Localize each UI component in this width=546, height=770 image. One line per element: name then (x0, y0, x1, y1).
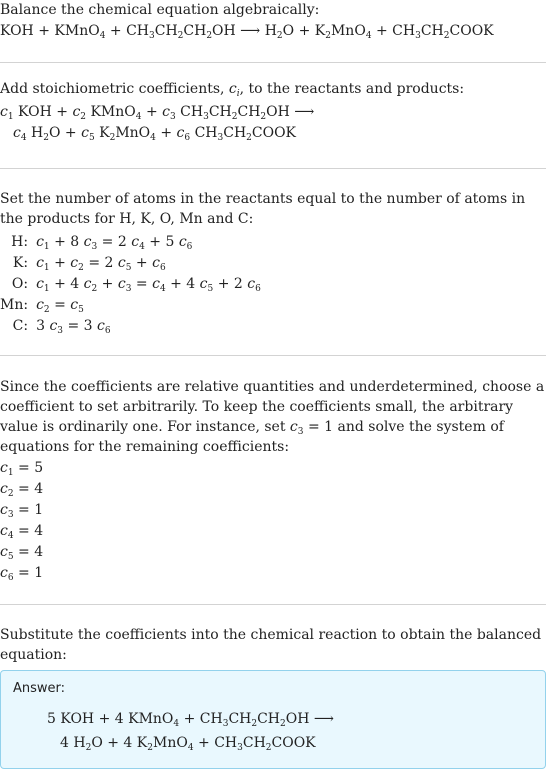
coefficient-value: $c_3 = 1$ (0, 502, 44, 520)
coefficient-value: $c_4 = 4$ (0, 523, 44, 541)
atom-equation-row (0, 315, 261, 336)
divider (0, 604, 546, 605)
atom-equation-system (0, 231, 261, 336)
coefficient-value: $c_6 = 1$ (0, 565, 44, 583)
atom-equation: 3 $c_3 = 3$ $c_6$ (36, 317, 111, 336)
atom-label: H: (11, 233, 29, 250)
atom-label: K: (12, 254, 29, 271)
atom-equation: $c_2 = c_5$ (36, 296, 84, 315)
section-problem (0, 0, 546, 42)
balanced-equation-line-1: 5 KOH + 4 KMnO$_4$ + $CH_3CH_2CH_2OH$ ⟶ (47, 711, 334, 729)
answer-label: Answer: (13, 681, 66, 696)
solve-intro: Since the coefficients are relative quantities and underdetermined, choose a coefficient to set arbitrarily. To keep the coefficients small, the arbitrary value is ordinarily one. For instance, set $c_3 = 1$ and solve the system of equations for the remaining coefficients: (0, 379, 545, 455)
atom-label: Mn: (0, 296, 29, 313)
section-substitute (0, 625, 546, 665)
coefficient-value: $c_5 = 4$ (0, 544, 44, 562)
divider (0, 355, 546, 356)
atom-label: O: (11, 275, 29, 292)
atom-equation-row (0, 231, 261, 252)
atom-equation-row (0, 273, 261, 294)
atom-equation: $c_1 + c_2 = 2$ $c_5 + c_6$ (36, 254, 166, 273)
section-coefficients (0, 79, 546, 144)
unbalanced-equation: KOH + KMnO$_4$ + $CH_3CH_2CH_2OH$ ⟶ $H_2O + K_2MnO_4$ + $CH_3CH_2COOK$ (0, 23, 494, 41)
atom-equation: $c_1 + 4$ $c_2 + c_3 = c_4 + 4$ $c_5 + 2$ $c_6$ (36, 275, 261, 294)
answer-box (0, 670, 546, 769)
atom-balance-intro: Set the number of atoms in the reactants equal to the number of atoms in the products for H, K, O, Mn and C: (0, 191, 526, 227)
coefficient-equation-line-1: $c_1$ KOH + $c_2$ KMnO$_4$ + $c_3$ $CH_3CH_2CH_2OH$ ⟶ (0, 104, 315, 122)
section-atom-balance (0, 189, 546, 336)
divider (0, 62, 546, 63)
balanced-equation-line-2: 4 $H_2O + 4$ $K_2MnO_4$ + $CH_3CH_2COOK$ (60, 735, 316, 753)
coefficients-intro: Add stoichiometric coefficients, $c_i$, to the reactants and products: (0, 81, 465, 99)
coefficient-value: $c_2 = 4$ (0, 481, 44, 499)
atom-label: C: (12, 317, 29, 334)
atom-equation: $c_1 + 8$ $c_3 = 2$ $c_4 + 5$ $c_6$ (36, 233, 193, 252)
atom-equation-row (0, 252, 261, 273)
substitute-intro: Substitute the coefficients into the chemical reaction to obtain the balanced equation: (0, 627, 542, 663)
section-solve (0, 377, 546, 584)
divider (0, 168, 546, 169)
problem-intro: Balance the chemical equation algebraically: (0, 2, 320, 18)
coefficient-equation-line-2: $c_4$ $H_2O + c_5$ $K_2MnO_4 + c_6$ $CH_3CH_2COOK$ (13, 125, 297, 143)
coefficient-value: $c_1 = 5$ (0, 460, 44, 478)
atom-equation-row (0, 294, 261, 315)
